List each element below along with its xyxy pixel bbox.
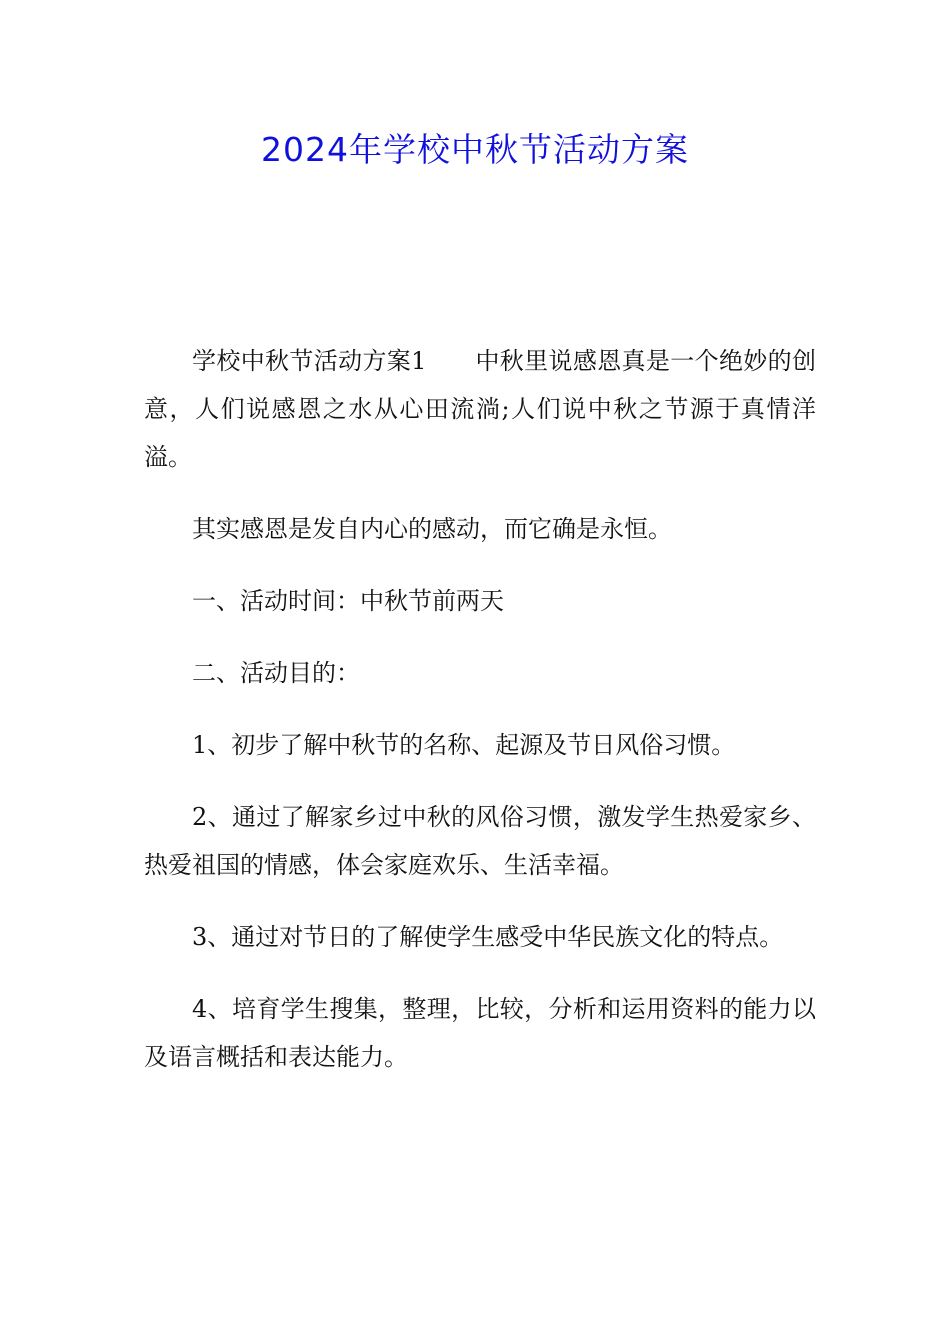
document-title: 2024年学校中秋节活动方案 — [261, 130, 689, 169]
section-activity-goals: 二、活动目的： — [192, 659, 360, 687]
goal-item-2: 2、通过了解家乡过中秋的风俗习惯，激发学生热爱家乡、热爱祖国的情感，体会家庭欢乐、生活幸福。 — [144, 803, 816, 879]
section-activity-time: 一、活动时间：中秋节前两天 — [192, 587, 504, 615]
document-body — [144, 337, 816, 1105]
paragraph-intro: 学校中秋节活动方案1 中秋里说感恩真是一个绝妙的创意，人们说感恩之水从心田流淌;人们说中秋之节源于真情洋溢。 — [144, 347, 816, 471]
goal-item-3: 3、通过对节日的了解使学生感受中华民族文化的特点。 — [192, 923, 784, 951]
goal-item-4: 4、培育学生搜集，整理，比较，分析和运用资料的能力以及语言概括和表达能力。 — [144, 995, 816, 1071]
goal-item-1: 1、初步了解中秋节的名称、起源及节日风俗习惯。 — [192, 731, 736, 759]
paragraph-gratitude: 其实感恩是发自内心的感动，而它确是永恒。 — [192, 515, 672, 543]
